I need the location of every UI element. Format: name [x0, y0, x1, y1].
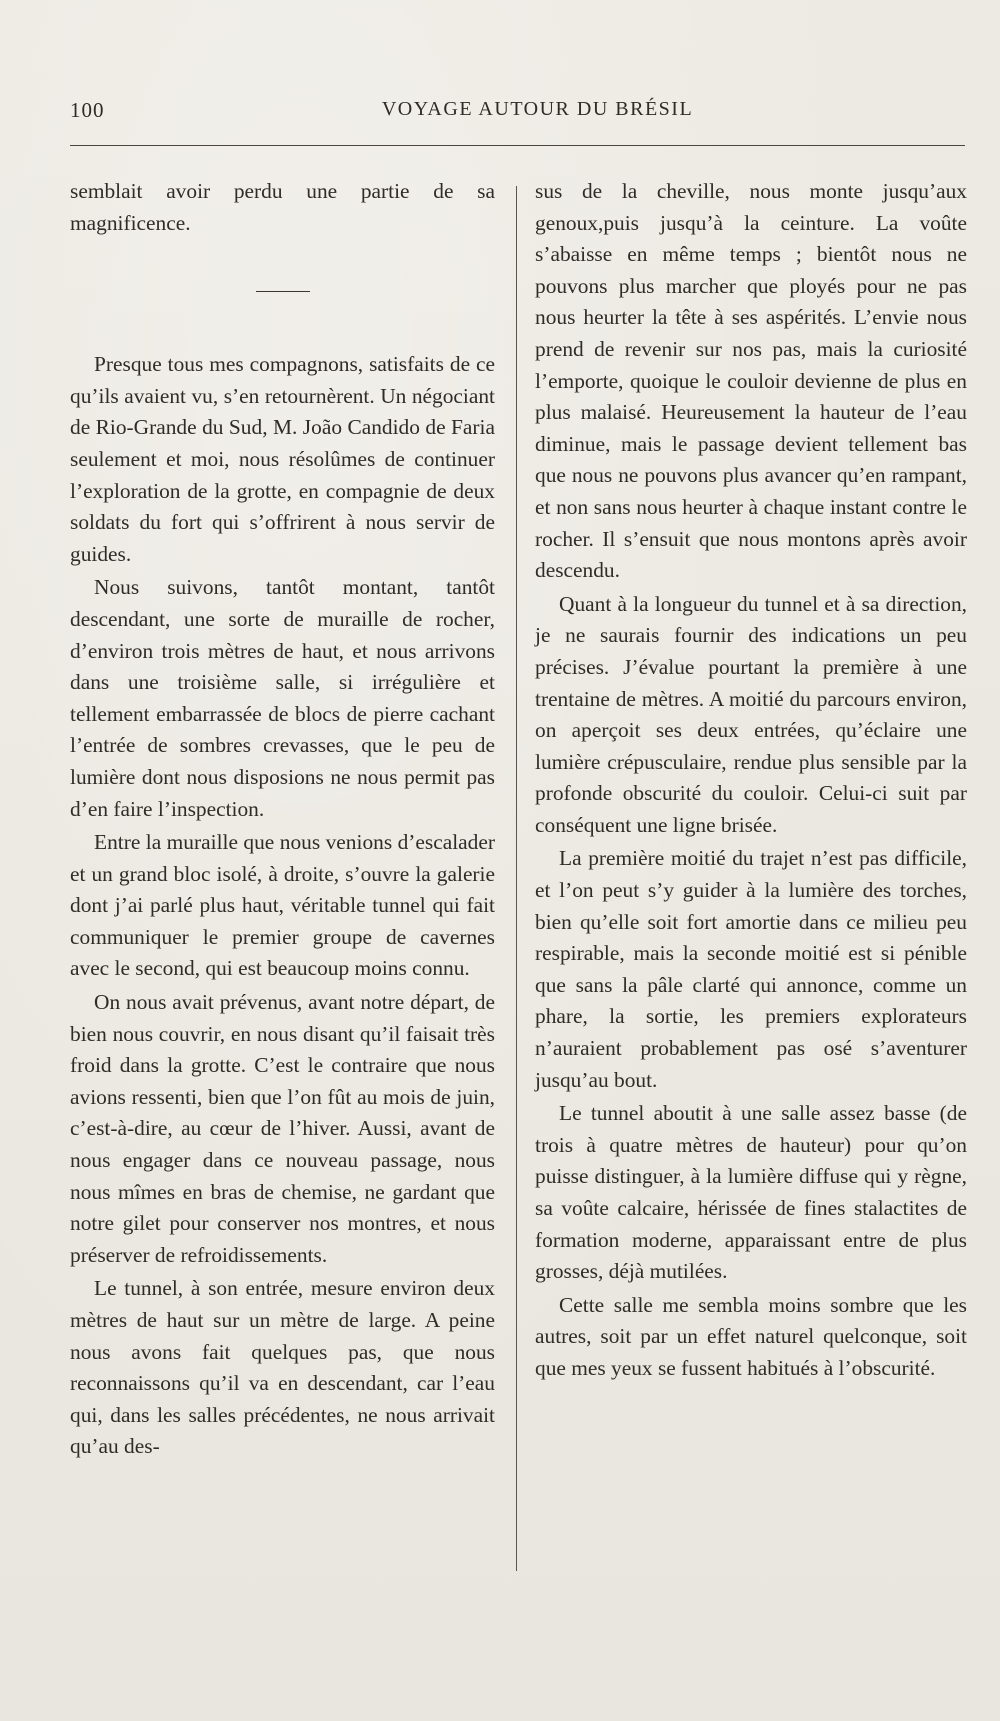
page-number: 100 [70, 98, 105, 122]
paragraph: Cette salle me sembla moins sombre que les autres, soit par un effet naturel quelconque, soit que mes yeux se fussent habitués à l’obscurité. [535, 1292, 967, 1380]
left-column [70, 176, 495, 1463]
header-rule [70, 145, 965, 146]
paragraph: Quant à la longueur du tunnel et à sa direction, je ne saurais fournir des indications un peu précises. J’évalue pourtant la première à une trentaine de mètres. A moitié du parcours environ, on aperçoit ses deux entrées, qu’éclaire une lumière crépusculaire, rendue plus sensible par la profonde obscurité du couloir. Celui-ci suit par conséquent une ligne brisée. [535, 591, 967, 837]
column-divider [516, 186, 517, 1571]
paragraph: Entre la muraille que nous venions d’escalader et un grand bloc isolé, à droite, s’ouvre la galerie dont j’ai parlé plus haut, véritable tunnel qui fait communiquer le premier groupe de cavernes avec le second, qui est beaucoup moins connu. [70, 830, 495, 981]
page-header [70, 98, 965, 134]
paragraph-continued: semblait avoir perdu une partie de sa magnificence. [70, 179, 495, 235]
paragraph-continued: sus de la cheville, nous monte jusqu’aux genoux,puis jusqu’à la ceinture. La voûte s’abaisse en même temps ; bientôt nous ne pouvons plus marcher que ployés pour ne pas nous heurter la tête à ses aspérités. L’envie nous prend de revenir sur nos pas, mais la curiosité l’emporte, quoique le couloir devienne de plus en plus malaisé. Heureusement la hauteur de l’eau diminue, mais le passage devient tellement bas que nous ne pouvons plus avancer qu’en rampant, et non sans nous heurter à chaque instant contre le rocher. Il s’ensuit que nous montons après avoir descendu. [535, 179, 967, 583]
section-break-rule [256, 291, 310, 292]
paragraph: Le tunnel aboutit à une salle assez basse (de trois à quatre mètres de hauteur) pour qu’on puisse distinguer, à la lumière diffuse qui y règne, sa voûte calcaire, hérissée de fines stalactites de formation moderne, apparaissant entre de plus grosses, déjà mutilées. [535, 1101, 967, 1284]
paragraph: Le tunnel, à son entrée, mesure environ deux mètres de haut sur un mètre de large. A peine nous avons fait quelques pas, que nous reconnaissons qu’il va en descendant, car l’eau qui, dans les salles précédentes, ne nous arrivait qu’au des- [70, 1276, 495, 1459]
paragraph: On nous avait prévenus, avant notre départ, de bien nous couvrir, en nous disant qu’il faisait très froid dans la grotte. C’est le contraire que nous avions ressenti, bien que l’on fût au mois de juin, c’est-à-dire, au cœur de l’hiver. Aussi, avant de nous engager dans ce nouveau passage, nous nous mîmes en bras de chemise, ne gardant que notre gilet pour conserver nos montres, et nous préserver de refroidissements. [70, 990, 495, 1267]
right-column [535, 176, 967, 1385]
running-title: VOYAGE AUTOUR DU BRÉSIL [381, 98, 694, 120]
paragraph: Presque tous mes compagnons, satisfaits de ce qu’ils avaient vu, s’en retournèrent. Un négociant de Rio-Grande du Sud, M. João Candido de Faria seulement et moi, nous résolûmes de continuer l’exploration de la grotte, en compagnie de deux soldats du fort qui s’offrirent à nous servir de guides. [70, 352, 495, 566]
paragraph: La première moitié du trajet n’est pas difficile, et l’on peut s’y guider à la lumière des torches, bien qu’elle soit fort amortie dans ce milieu peu respirable, mais la seconde moitié est si pénible que sans la pâle clarté qui annonce, comme un phare, la sortie, les premiers explorateurs n’auraient probablement pas osé s’aventurer jusqu’au bout. [535, 846, 967, 1092]
paragraph: Nous suivons, tantôt montant, tantôt descendant, une sorte de muraille de rocher, d’environ trois mètres de haut, et nous arrivons dans une troisième salle, si irrégulière et tellement embarrassée de blocs de pierre cachant l’entrée de sombres crevasses, que le peu de lumière dont nous disposions ne nous permit pas d’en faire l’inspection. [70, 575, 495, 821]
